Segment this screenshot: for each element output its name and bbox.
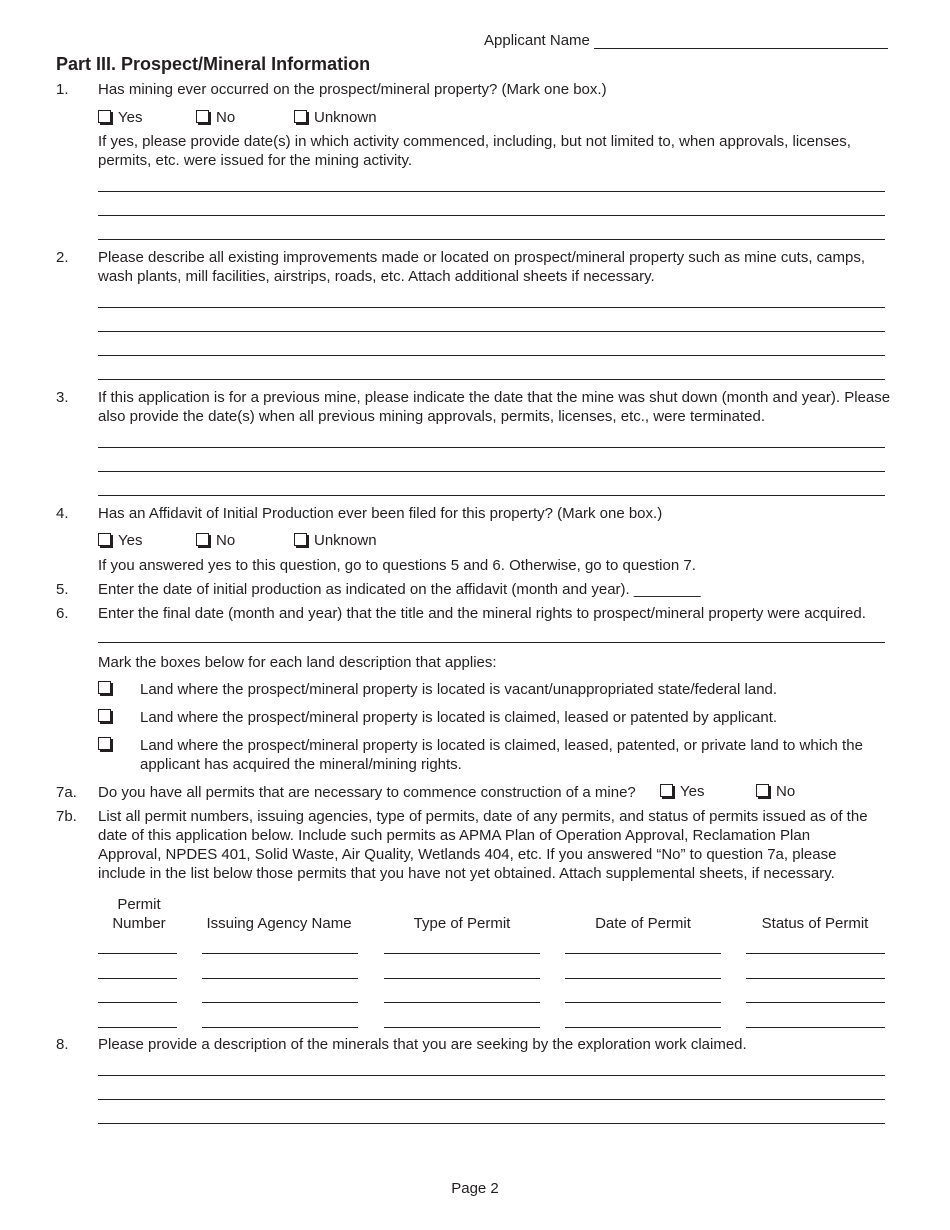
header-status-of-permit: Status of Permit: [761, 915, 869, 932]
q8-text: Please provide a description of the minerals that you are seeking by the exploration work claimed.: [98, 1036, 747, 1053]
header-date-of-permit: Date of Permit: [595, 915, 691, 932]
q2-answer-line[interactable]: [98, 331, 885, 332]
checkbox-icon[interactable]: [756, 784, 769, 797]
q1-answer-line[interactable]: [98, 239, 885, 240]
q8-answer-line[interactable]: [98, 1123, 885, 1124]
permit-date-field[interactable]: [565, 1002, 721, 1003]
q3-answer-line[interactable]: [98, 471, 885, 472]
permit-status-field[interactable]: [746, 953, 885, 954]
q6-text: Enter the final date (month and year) that the title and the mineral rights to prospect/mineral property were acquired.: [98, 605, 866, 622]
checkbox-icon[interactable]: [196, 110, 209, 123]
checkbox-icon[interactable]: [98, 110, 111, 123]
permit-number-field[interactable]: [98, 978, 177, 979]
q2-number: 2.: [56, 249, 69, 266]
q7a-option-yes[interactable]: Yes: [660, 782, 704, 801]
q7a-option-no[interactable]: No: [756, 782, 795, 801]
q1-followup: If yes, please provide date(s) in which activity commenced, including, but not limited to, when approvals, licenses, permits, etc. were issued for the mining activity.: [98, 133, 851, 169]
permit-status-field[interactable]: [746, 1027, 885, 1028]
q2-answer-line[interactable]: [98, 379, 885, 380]
land-checkbox-1[interactable]: [98, 681, 111, 694]
page-number: Page 2: [451, 1180, 499, 1197]
permit-date-field[interactable]: [565, 1027, 721, 1028]
land-item-2: Land where the prospect/mineral property is located is claimed, leased or patented by applicant.: [140, 709, 778, 726]
q1-option-yes[interactable]: Yes: [98, 108, 142, 127]
q2-text: Please describe all existing improvements made or located on prospect/mineral property such as mine cuts, camps, wash plants, mill facilities, airstrips, roads, etc. Attach additional sheets if necessary.: [98, 249, 866, 285]
permit-type-field[interactable]: [384, 1027, 540, 1028]
q2-answer-line[interactable]: [98, 307, 885, 308]
permit-status-field[interactable]: [746, 1002, 885, 1003]
permit-type-field[interactable]: [384, 1002, 540, 1003]
q4-option-yes[interactable]: Yes: [98, 531, 142, 550]
permit-number-field[interactable]: [98, 1002, 177, 1003]
q1-answer-line[interactable]: [98, 215, 885, 216]
permit-status-field[interactable]: [746, 978, 885, 979]
q4-option-no[interactable]: No: [196, 531, 235, 550]
agency-name-field[interactable]: [202, 978, 358, 979]
q8-number: 8.: [56, 1036, 69, 1053]
q1-text: Has mining ever occurred on the prospect/mineral property? (Mark one box.): [98, 81, 607, 98]
applicant-name-label: Applicant Name: [484, 32, 590, 49]
q7a-number: 7a.: [56, 784, 77, 801]
q7b-number: 7b.: [56, 808, 77, 825]
q7a-text: Do you have all permits that are necessary to commence construction of a mine?: [98, 784, 636, 801]
permit-number-field[interactable]: [98, 953, 177, 954]
q4-option-unknown[interactable]: Unknown: [294, 531, 377, 550]
header-type-of-permit: Type of Permit: [413, 915, 511, 932]
q7b-text: List all permit numbers, issuing agencies, type of permits, date of any permits, and status of permits issued as of the date of this application below. Include such permits as APMA Plan of Operation Approval, Reclamation Plan Approval, NPDES 401, Solid Waste, Air Quality, Wetlands 404, etc. If you answered “No” to question 7a, please include in the list below those permits that you have not yet obtained. Attach supplemental sheets, if necessary.: [98, 808, 868, 882]
q3-number: 3.: [56, 389, 69, 406]
land-item-3: Land where the prospect/mineral property is located is claimed, leased, patented, or private land to which the applicant has acquired the mineral/mining rights.: [140, 737, 863, 773]
header-permit-number: Permit Number: [112, 896, 166, 932]
q4-number: 4.: [56, 505, 69, 522]
land-item-1: Land where the prospect/mineral property is located is vacant/unappropriated state/federal land.: [140, 681, 778, 698]
permit-type-field[interactable]: [384, 978, 540, 979]
checkbox-icon[interactable]: [196, 533, 209, 546]
land-intro: Mark the boxes below for each land description that applies:: [98, 654, 497, 671]
land-checkbox-2[interactable]: [98, 709, 111, 722]
header-issuing-agency: Issuing Agency Name: [206, 915, 352, 932]
q3-text: If this application is for a previous mine, please indicate the date that the mine was shut down (month and year). Please also provide the date(s) when all previous mining approvals, permits, licenses, etc., were terminated.: [98, 389, 891, 425]
q4-followup: If you answered yes to this question, go to questions 5 and 6. Otherwise, go to question 7.: [98, 557, 696, 574]
land-checkbox-3[interactable]: [98, 737, 111, 750]
checkbox-icon[interactable]: [294, 110, 307, 123]
checkbox-icon[interactable]: [294, 533, 307, 546]
agency-name-field[interactable]: [202, 1002, 358, 1003]
applicant-name-field[interactable]: [594, 48, 888, 49]
permit-type-field[interactable]: [384, 953, 540, 954]
q1-option-unknown[interactable]: Unknown: [294, 108, 377, 127]
permit-number-field[interactable]: [98, 1027, 177, 1028]
agency-name-field[interactable]: [202, 1027, 358, 1028]
q2-answer-line[interactable]: [98, 355, 885, 356]
q6-number: 6.: [56, 605, 69, 622]
permit-date-field[interactable]: [565, 953, 721, 954]
q5-number: 5.: [56, 581, 69, 598]
q3-answer-line[interactable]: [98, 447, 885, 448]
q1-option-no[interactable]: No: [196, 108, 235, 127]
q6-answer-line[interactable]: [98, 642, 885, 643]
checkbox-icon[interactable]: [660, 784, 673, 797]
q5-text: Enter the date of initial production as indicated on the affidavit (month and year). ________: [98, 581, 701, 598]
q4-text: Has an Affidavit of Initial Production ever been filed for this property? (Mark one box.): [98, 505, 663, 522]
permit-date-field[interactable]: [565, 978, 721, 979]
q8-answer-line[interactable]: [98, 1075, 885, 1076]
q1-answer-line[interactable]: [98, 191, 885, 192]
q3-answer-line[interactable]: [98, 495, 885, 496]
q1-number: 1.: [56, 81, 69, 98]
q8-answer-line[interactable]: [98, 1099, 885, 1100]
agency-name-field[interactable]: [202, 953, 358, 954]
checkbox-icon[interactable]: [98, 533, 111, 546]
section-title: Part III. Prospect/Mineral Information: [56, 54, 371, 74]
